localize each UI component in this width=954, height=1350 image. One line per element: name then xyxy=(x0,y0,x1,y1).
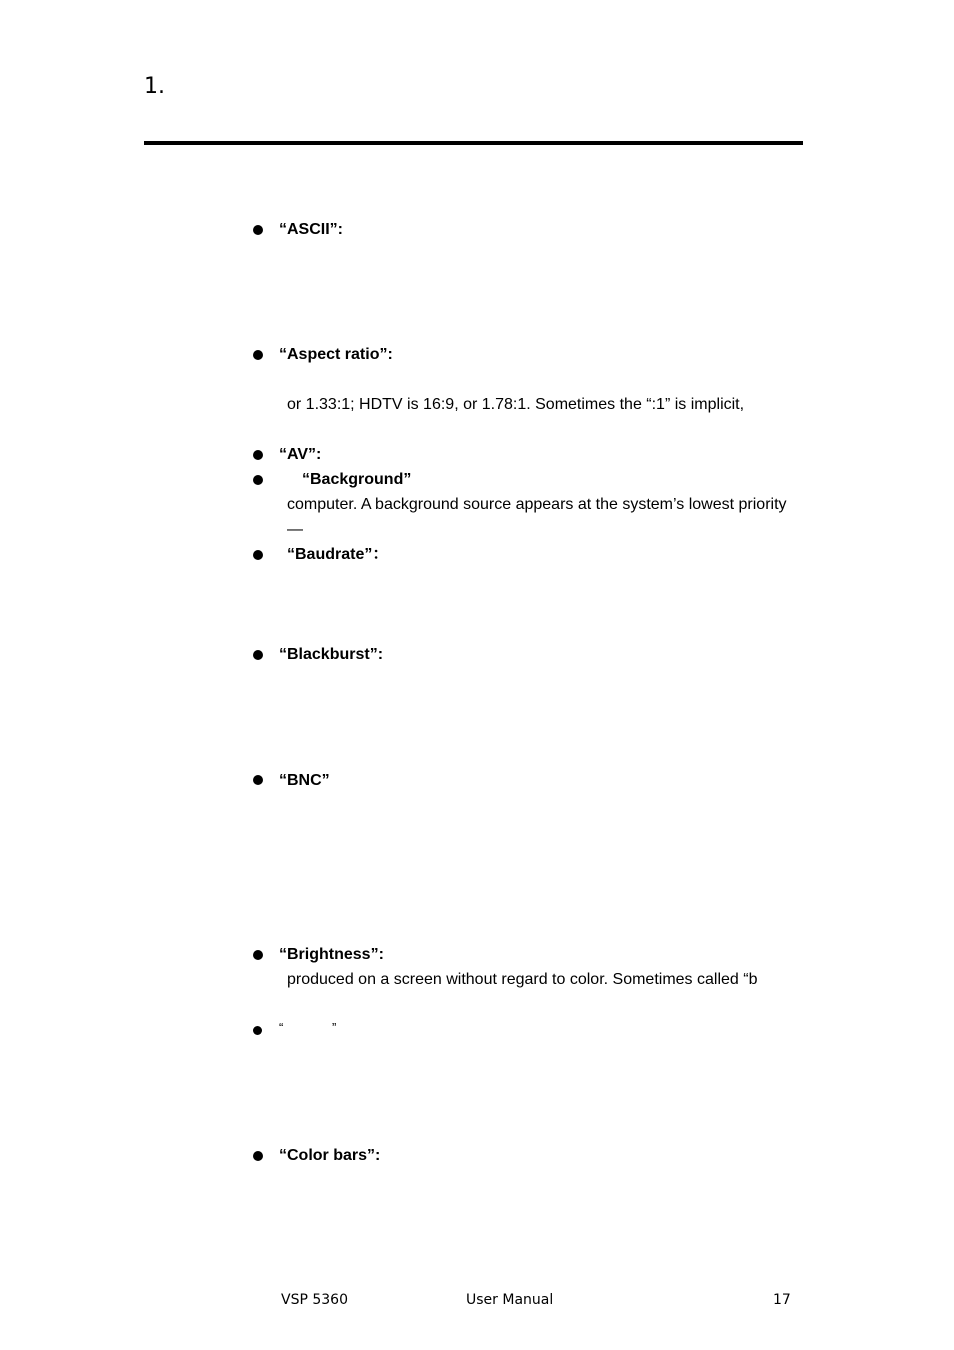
term-bnc: “BNC” xyxy=(279,772,330,789)
term-aspect-ratio: “Aspect ratio”: xyxy=(279,346,393,363)
bullet-icon xyxy=(253,350,263,360)
aspect-ratio-text: or 1.33:1; HDTV is 16:9, or 1.78:1. Sometimes the “:1” is implicit, xyxy=(287,396,745,413)
term-av: “AV”: xyxy=(279,446,322,463)
brightness-text: produced on a screen without regard to color. Sometimes called “b xyxy=(287,971,758,988)
background-text: computer. A background source appears at the system’s lowest priority xyxy=(287,496,787,513)
term-ascii: “ASCII”: xyxy=(279,221,343,238)
footer-page-number: 17 xyxy=(773,1292,791,1308)
footer-product: VSP 5360 xyxy=(281,1292,348,1308)
background-dash: — xyxy=(287,521,303,538)
bullet-icon xyxy=(253,950,263,960)
footer-doc-title: User Manual xyxy=(466,1292,554,1308)
bullet-icon xyxy=(253,225,263,235)
open-quote: “ xyxy=(279,1020,284,1035)
term-blackburst: “Blackburst”: xyxy=(279,646,384,663)
bullet-icon xyxy=(253,450,263,460)
close-quote: ” xyxy=(332,1020,337,1035)
term-baudrate: “Baudrate”： xyxy=(287,546,389,563)
term-background: “Background” xyxy=(302,471,412,488)
term-color-bars: “Color bars”: xyxy=(279,1147,381,1164)
bullet-icon xyxy=(253,650,263,660)
term-brightness: “Brightness”: xyxy=(279,946,384,963)
section-number: 1. xyxy=(144,74,165,99)
bullet-icon xyxy=(253,475,263,485)
bullet-icon xyxy=(253,1151,263,1161)
bullet-icon xyxy=(253,775,263,785)
section-rule xyxy=(144,141,803,145)
bullet-icon xyxy=(253,1026,262,1035)
bullet-icon xyxy=(253,550,263,560)
